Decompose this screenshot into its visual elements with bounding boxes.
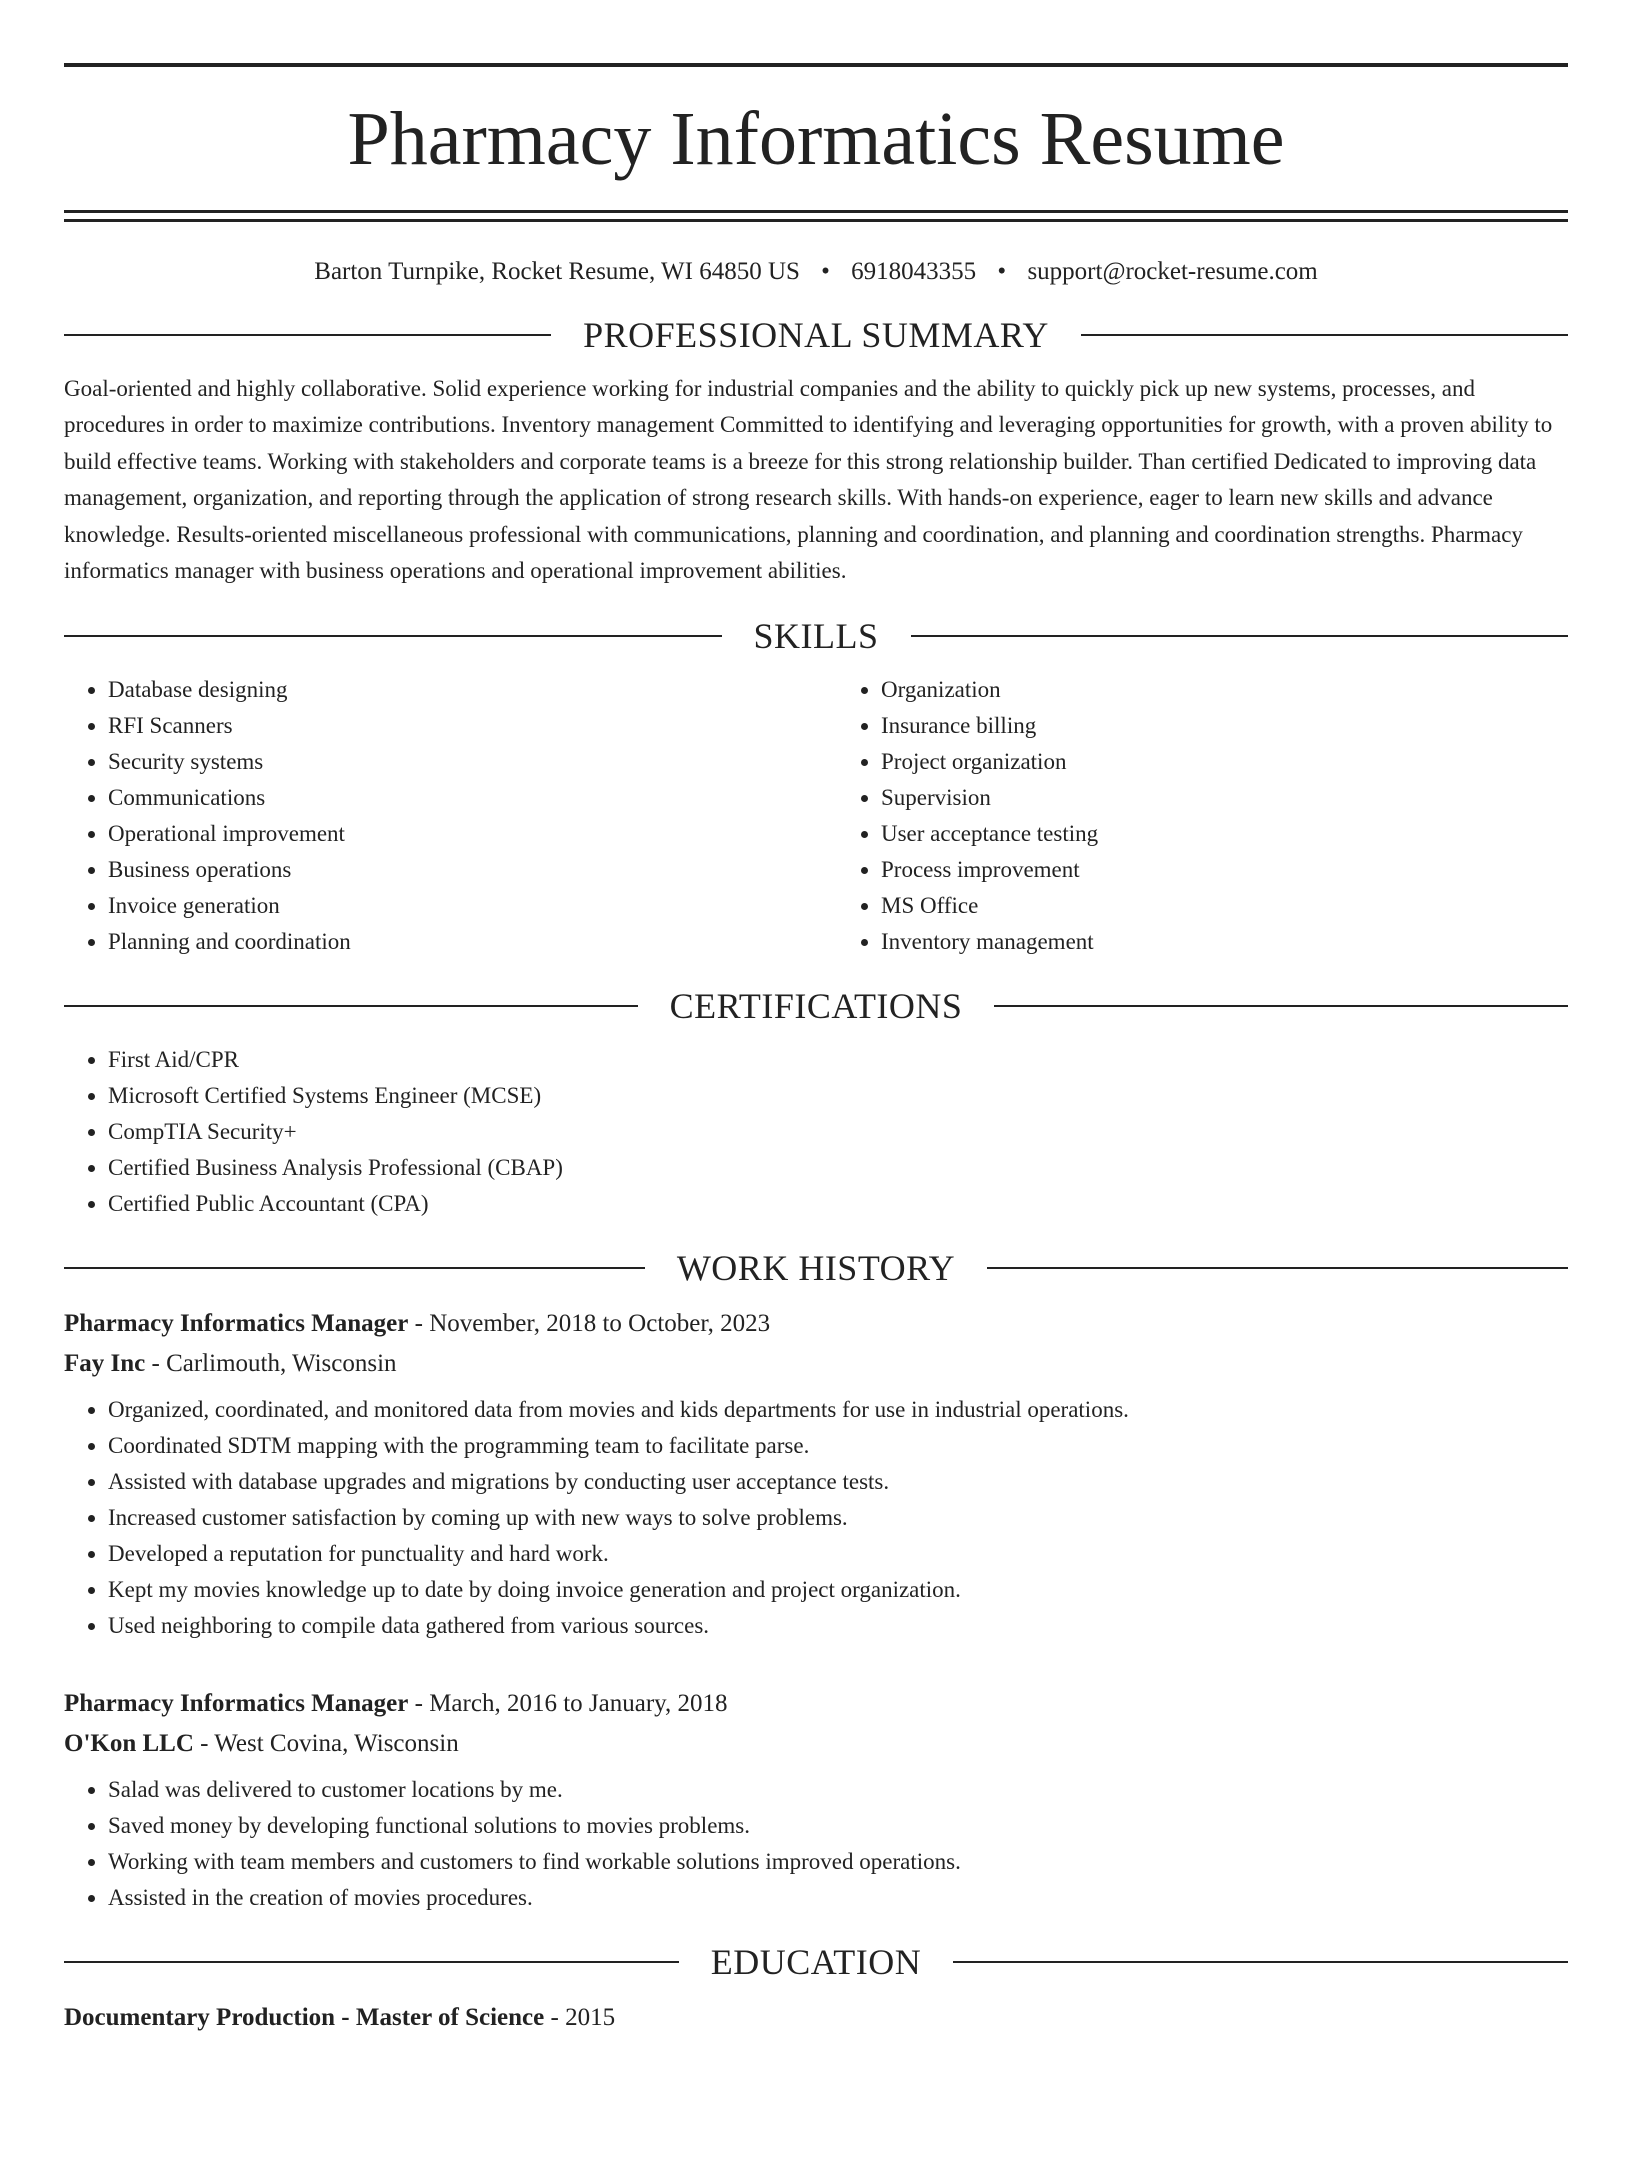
job-bullet: • Assisted in the creation of movies procedures. [108,1880,1568,1916]
job-bullet: • Assisted with database upgrades and migrations by conducting user acceptance tests. [108,1464,1568,1500]
job-title-line [64,1684,1568,1724]
title-rule-upper [64,210,1568,213]
certification-item: • First Aid/CPR [108,1042,1568,1078]
divider [953,1961,1568,1963]
certification-item: • Certified Public Accountant (CPA) [108,1186,1568,1222]
skills-list [64,672,1568,960]
job-bullet: • Working with team members and customers to find workable solutions improved operations. [108,1844,1568,1880]
divider [64,635,722,637]
section-header-education [64,1941,1568,1982]
job-bullet: • Coordinated SDTM mapping with the programming team to facilitate parse. [108,1428,1568,1464]
dash: - [408,1309,430,1337]
job-bullets [64,1772,1568,1916]
job-bullet: • Used neighboring to compile data gathered from various sources. [108,1608,1568,1644]
skill-item: • User acceptance testing [881,816,1568,852]
skill-item: • Project organization [881,744,1568,780]
contact-line [64,256,1568,289]
contact-phone: 6918043355 [851,258,977,285]
section-header-certifications [64,985,1568,1026]
job-title-line [64,1304,1568,1344]
skill-item: • Insurance billing [881,708,1568,744]
section-title: EDUCATION [710,1941,922,1982]
job-company-line [64,1724,1568,1764]
skill-item: • Planning and coordination [108,924,795,960]
job-bullet: • Increased customer satisfaction by coming up with new ways to solve problems. [108,1500,1568,1536]
skill-item: • RFI Scanners [108,708,795,744]
resume-page [0,63,1632,2175]
dash: - [193,1729,215,1757]
divider [64,1005,638,1007]
skill-item: • Communications [108,780,795,816]
certifications-list [64,1042,1568,1222]
skill-item: • Security systems [108,744,795,780]
job-bullet: • Salad was delivered to customer locations by me. [108,1772,1568,1808]
job-title: Pharmacy Informatics Manager [64,1309,409,1337]
title-rule-lower [64,219,1568,222]
skill-item: • Invoice generation [108,888,795,924]
skills-column-right [795,672,1568,960]
education-year: 2015 [565,2003,616,2031]
job-dates: March, 2016 to January, 2018 [429,1689,728,1717]
section-header-summary [64,314,1568,355]
dash: - [145,1349,167,1377]
education-entry [64,1998,1568,2038]
dash: - [544,2003,566,2031]
skill-item: • Supervision [881,780,1568,816]
job-company: Fay Inc [64,1349,146,1377]
job-bullet: • Organized, coordinated, and monitored data from movies and kids departments for use in industrial operations. [108,1392,1568,1428]
contact-address: Barton Turnpike, Rocket Resume, WI 64850 US [314,258,800,285]
summary-text: Goal-oriented and highly collaborative. Solid experience working for industrial companies and the ability to quickly pick up new systems, processes, and procedures in order to maximize contributions. Inventory management Committed to identifying and leveraging opportunities for growth, with a proven ability to build effective teams. Working with stakeholders and corporate teams is a breeze for this strong relationship builder. Than certified Dedicated to improving data management, organization, and reporting through the application of strong research skills. With hands-on experience, eager to learn new skills and advance knowledge. Results-oriented miscellaneous professional with communications, planning and coordination, and planning and coordination strengths. Pharmacy informatics manager with business operations and operational improvement abilities. [64,375,1553,583]
section-header-work-history [64,1247,1568,1288]
skill-item: • Organization [881,672,1568,708]
certification-item: • CompTIA Security+ [108,1114,1568,1150]
skills-column-left [64,672,795,960]
job-title: Pharmacy Informatics Manager [64,1689,409,1717]
divider [1081,334,1568,336]
divider [987,1267,1568,1269]
resume-title: Pharmacy Informatics Resume [347,97,1285,181]
job-bullet: • Developed a reputation for punctuality and hard work. [108,1536,1568,1572]
skill-item: • MS Office [881,888,1568,924]
certification-item: • Microsoft Certified Systems Engineer (MCSE) [108,1078,1568,1114]
job-entry [64,1684,1568,1916]
divider [64,1961,679,1963]
job-location: West Covina, Wisconsin [214,1729,459,1757]
job-dates: November, 2018 to October, 2023 [429,1309,771,1337]
skill-item: • Business operations [108,852,795,888]
job-bullets [64,1392,1568,1644]
contact-email: support@rocket-resume.com [1027,258,1318,285]
section-title: CERTIFICATIONS [669,985,963,1026]
job-bullet: • Saved money by developing functional solutions to movies problems. [108,1808,1568,1844]
job-company: O'Kon LLC [64,1729,194,1757]
section-title: WORK HISTORY [676,1247,956,1288]
skill-item: • Process improvement [881,852,1568,888]
skill-item: • Operational improvement [108,816,795,852]
divider [994,1005,1568,1007]
contact-separator: • [821,258,830,285]
divider [64,1267,645,1269]
contact-separator: • [997,258,1007,285]
skill-item: • Inventory management [881,924,1568,960]
job-bullet: • Kept my movies knowledge up to date by doing invoice generation and project organization. [108,1572,1568,1608]
education-degree: Documentary Production - Master of Science [64,2003,545,2031]
section-title: PROFESSIONAL SUMMARY [583,314,1049,355]
dash: - [408,1689,430,1717]
section-title: SKILLS [753,615,879,656]
certification-item: • Certified Business Analysis Professional (CBAP) [108,1150,1568,1186]
skill-item: • Database designing [108,672,795,708]
section-header-skills [64,615,1568,656]
job-location: Carlimouth, Wisconsin [166,1349,397,1377]
divider [911,635,1569,637]
job-entry [64,1304,1568,1644]
job-company-line [64,1344,1568,1384]
divider [64,334,551,336]
